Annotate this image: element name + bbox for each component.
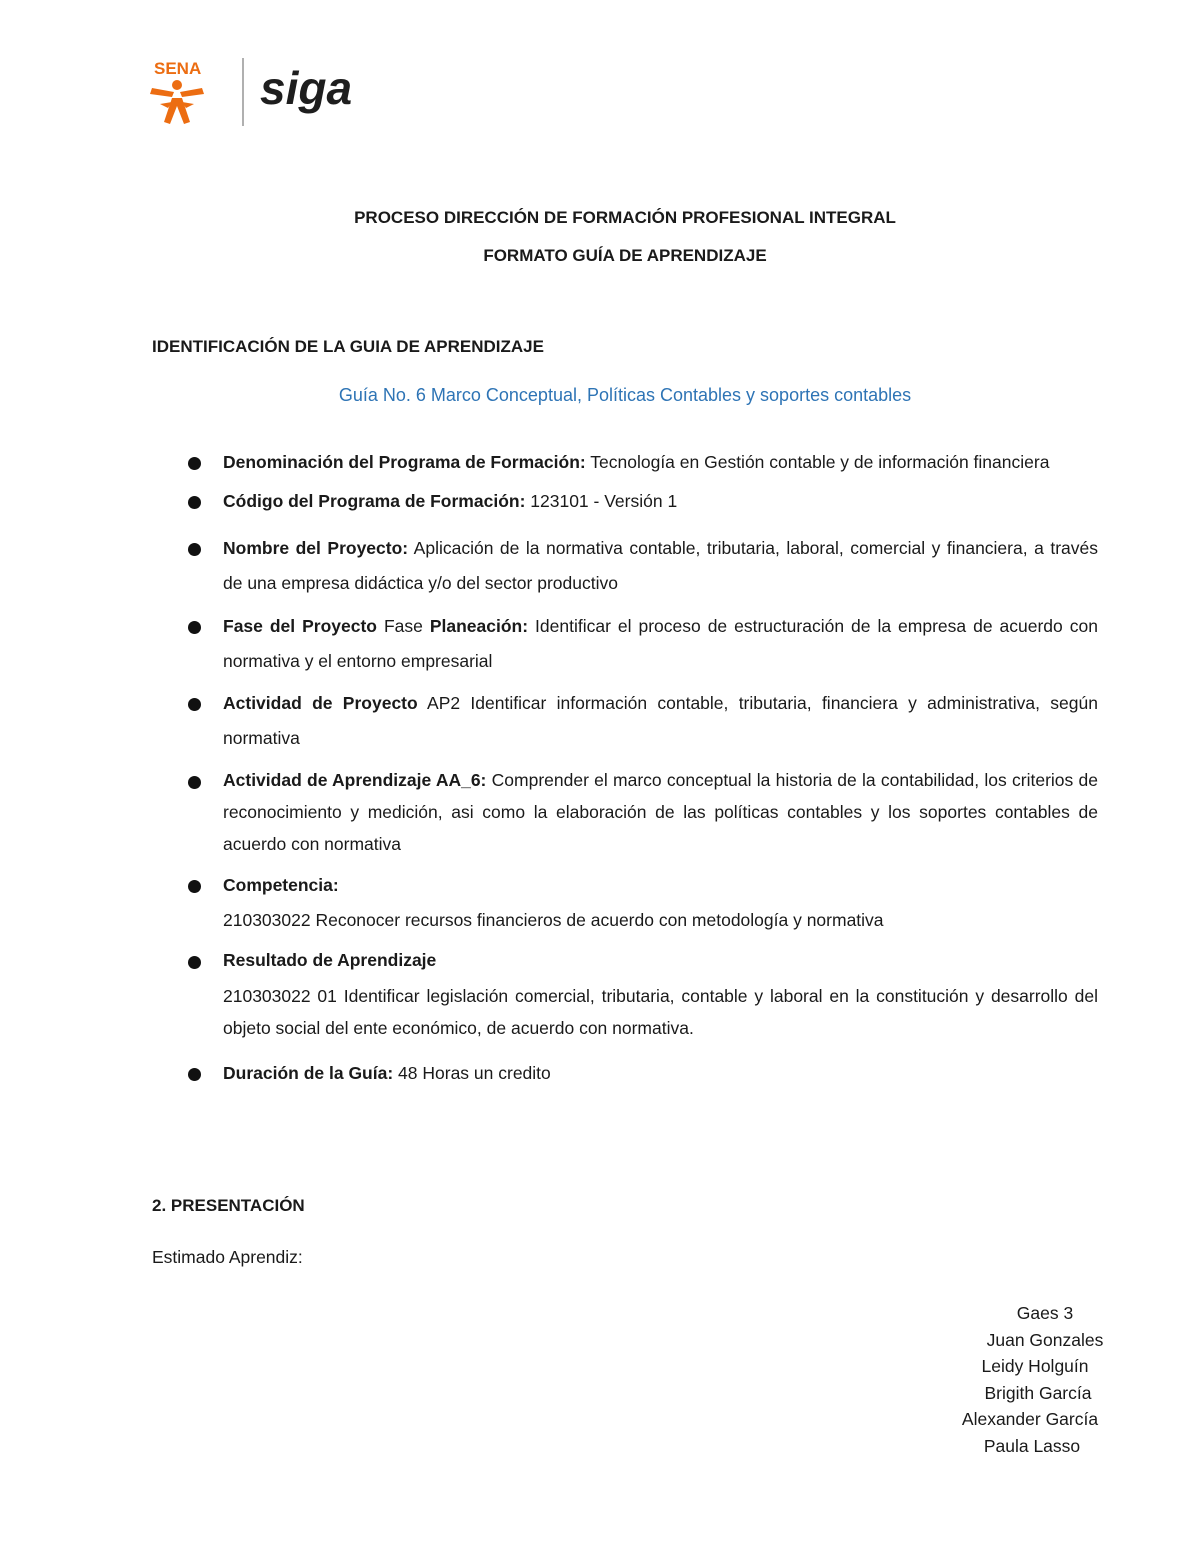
bullet-icon [188,496,201,509]
bullet-icon [188,621,201,634]
bullet-icon [188,457,201,470]
bullet-icon [188,1068,201,1081]
signature-name: Alexander García [961,1409,1099,1430]
list-item-project-activity: Actividad de Proyecto AP2 Identificar información contable, tributaria, financiera y administrativa, según normativa [186,686,1098,756]
signature-block [930,1300,1130,1460]
bullet-icon [188,880,201,893]
list-item-learning-activity: Actividad de Aprendizaje AA_6: Comprender el marco conceptual la historia de la contabilidad, los criterios de reconocimiento y medición, asi como la elaboración de las políticas contables y los soportes contables de acuerdo con normativa [186,764,1098,860]
bullet-icon [188,698,201,711]
list-item-program-code: Código del Programa de Formación: 123101 - Versión 1 [186,484,1098,519]
bullet-icon [188,956,201,969]
signature-name: Paula Lasso [983,1435,1081,1456]
identification-title: IDENTIFICACIÓN DE LA GUIA DE APRENDIZAJE [152,337,544,356]
sena-logo-text: SENA [154,59,202,78]
greeting-text: Estimado Aprendiz: [152,1247,303,1267]
document-format-title: FORMATO GUÍA DE APRENDIZAJE [483,246,767,265]
bullet-icon [188,543,201,556]
signature-name: Brigith García [984,1382,1092,1403]
list-item-project-phase: Fase del Proyecto Fase Planeación: Identificar el proceso de estructuración de la empresa de acuerdo con normativa y el entorno empresarial [186,609,1098,679]
identification-list [186,445,1098,1091]
sena-logo-icon [150,52,390,132]
list-item-program-name: Denominación del Programa de Formación: Tecnología en Gestión contable y de información financiera [186,445,1098,480]
presentation-title: 2. PRESENTACIÓN [152,1196,305,1215]
list-item-learning-result: Resultado de Aprendizaje 210303022 01 Identificar legislación comercial, tributaria, contable y laboral en la constitución y desarrollo del objeto social del ente económico, de acuerdo con normativa. [186,944,1098,1044]
list-item-competence: Competencia: 210303022 Reconocer recursos financieros de acuerdo con metodología y normativa [186,868,1098,938]
guide-title: Guía No. 6 Marco Conceptual, Políticas Contables y soportes contables [338,385,912,405]
signature-name: Leidy Holguín [981,1356,1089,1377]
group-name: Gaes 3 [1016,1303,1074,1323]
sena-siga-logo [150,52,390,132]
bullet-icon [188,776,201,789]
list-item-project-name: Nombre del Proyecto: Aplicación de la normativa contable, tributaria, laboral, comercial y financiera, a través de una empresa didáctica y/o del sector productivo [186,531,1098,601]
siga-logo-text: siga [260,62,353,114]
list-item-guide-duration: Duración de la Guía: 48 Horas un credito [186,1056,1098,1091]
signature-name: Juan Gonzales [986,1329,1104,1350]
document-process-title: PROCESO DIRECCIÓN DE FORMACIÓN PROFESIONAL INTEGRAL [354,208,896,227]
